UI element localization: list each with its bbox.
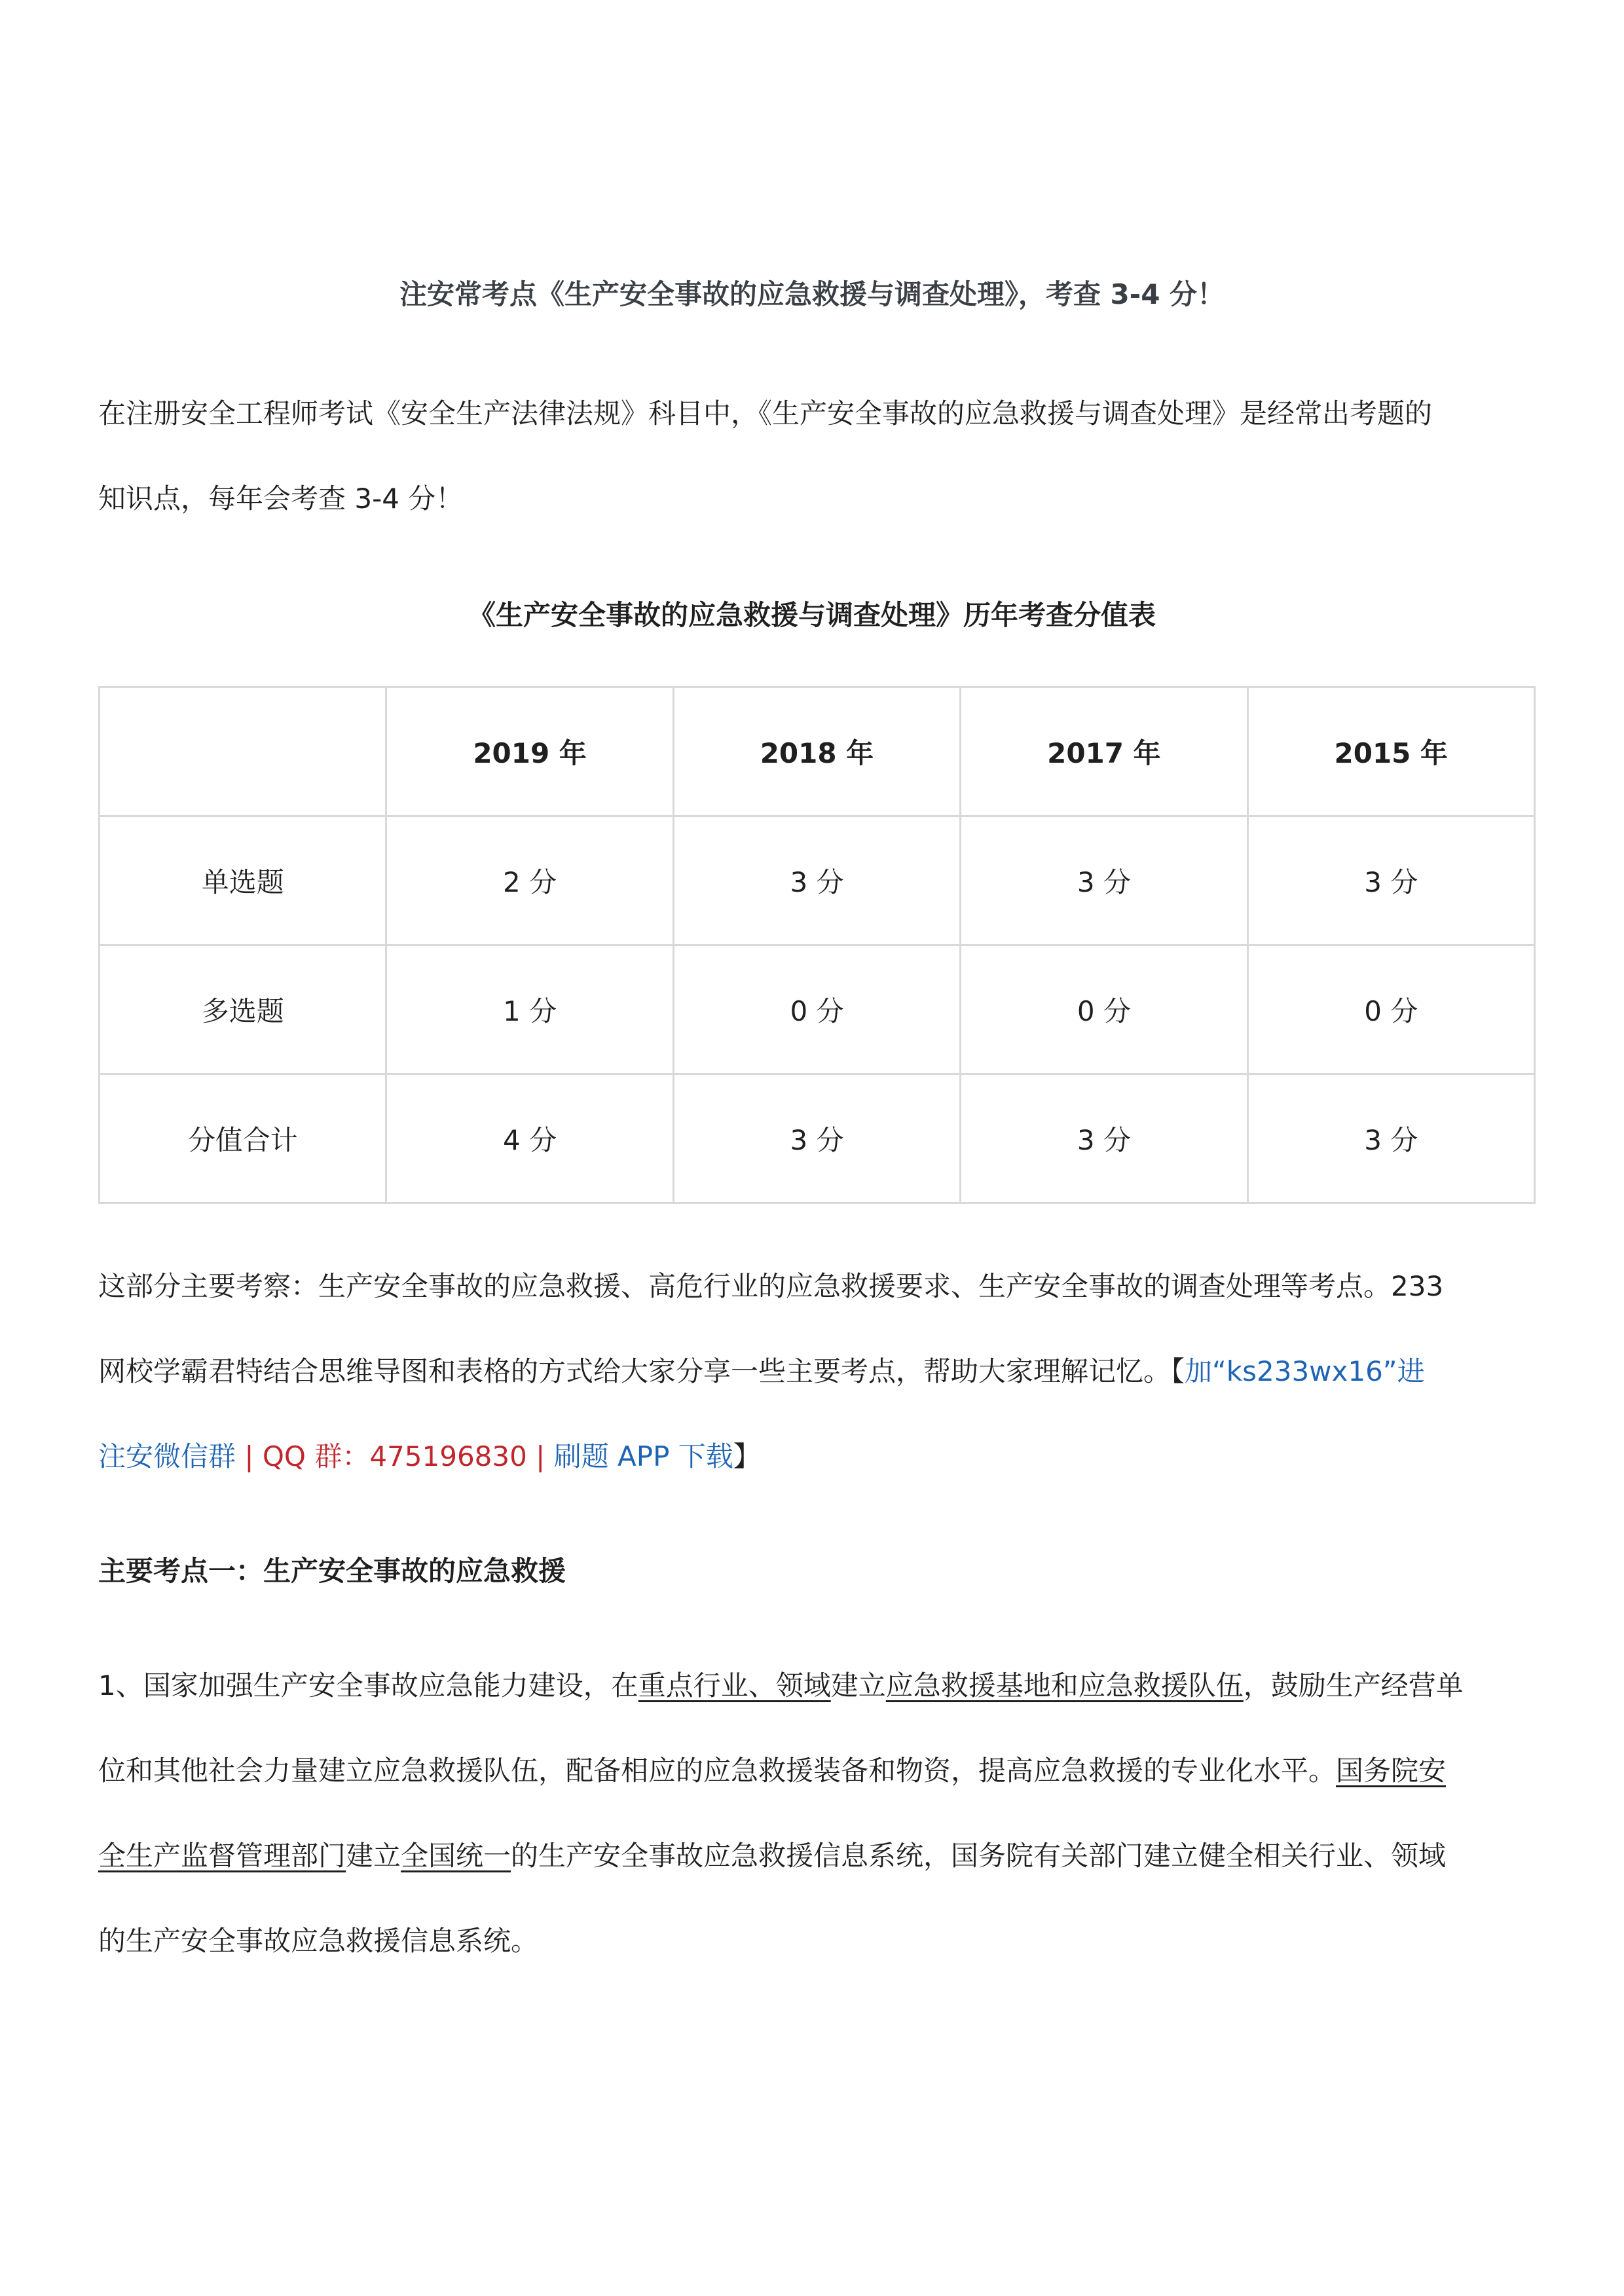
- underlined-text: 全国统一: [401, 1840, 511, 1872]
- section-heading: 主要考点一：生产安全事故的应急救援: [98, 1555, 566, 1587]
- underlined-text: 重点行业、领域: [638, 1669, 831, 1702]
- table-cell: 3 分: [961, 1074, 1247, 1203]
- wechat-group-link[interactable]: 注安微信群: [98, 1440, 236, 1472]
- bracket-open: 【: [1171, 1355, 1185, 1387]
- app-download-link[interactable]: 刷题 APP 下载: [553, 1440, 733, 1472]
- point-1-line-2: [98, 1728, 1532, 1813]
- point-1-line-3: [98, 1813, 1532, 1899]
- table-header-cell: 2018 年: [673, 687, 960, 816]
- summary-line-2: [98, 1329, 1532, 1414]
- table-header-cell: [100, 687, 386, 816]
- table-cell: 0 分: [673, 945, 960, 1074]
- table-header-cell: 2017 年: [961, 687, 1247, 816]
- summary-line-1: 这部分主要考察：生产安全事故的应急救援、高危行业的应急救援要求、生产安全事故的调查处理等考点。233: [98, 1270, 1444, 1302]
- score-table: [98, 686, 1536, 1204]
- point-1-line-4: 的生产安全事故应急救援信息系统。: [98, 1925, 539, 1957]
- table-row: [100, 945, 1535, 1074]
- table-cell: 单选题: [100, 816, 386, 945]
- point-text: ，鼓励生产经营单: [1243, 1669, 1464, 1702]
- table-cell: 分值合计: [100, 1074, 386, 1203]
- summary-line-3: [98, 1414, 1532, 1499]
- point-1-paragraph: [98, 1643, 1532, 1984]
- table-cell: 0 分: [961, 945, 1247, 1074]
- summary-paragraph: [98, 1244, 1532, 1499]
- point-text: 1、国家加强生产安全事故应急能力建设，在: [98, 1669, 638, 1702]
- underlined-text: 应急救援基地和应急救援队伍: [885, 1669, 1244, 1702]
- wechat-link[interactable]: 加“ks233wx16”进: [1185, 1355, 1425, 1387]
- table-cell: 3 分: [673, 1074, 960, 1203]
- summary-text: 网校学霸君特结合思维导图和表格的方式给大家分享一些主要考点，帮助大家理解记忆。: [98, 1355, 1172, 1387]
- point-text: 位和其他社会力量建立应急救援队伍，配备相应的应急救援装备和物资，提高应急救援的专业化水平。: [98, 1755, 1337, 1787]
- table-title: 《生产安全事故的应急救援与调查处理》历年考查分值表: [468, 599, 1156, 631]
- underlined-text: 国务院安: [1336, 1755, 1447, 1787]
- table-cell: 3 分: [1247, 816, 1534, 945]
- point-text: 的生产安全事故应急救援信息系统，国务院有关部门建立健全相关行业、领域: [511, 1840, 1447, 1872]
- table-cell: 多选题: [100, 945, 386, 1074]
- table-row: [100, 816, 1535, 945]
- table-cell: 3 分: [1247, 1074, 1534, 1203]
- table-row: [100, 1074, 1535, 1203]
- table-cell: 1 分: [386, 945, 673, 1074]
- intro-paragraph: [98, 371, 1532, 541]
- table-header-row: [100, 687, 1535, 816]
- table-header-cell: 2019 年: [386, 687, 673, 816]
- table-cell: 3 分: [961, 816, 1247, 945]
- table-cell: 4 分: [386, 1074, 673, 1203]
- underlined-text: 全生产监督管理部门: [98, 1840, 346, 1872]
- point-text: 建立: [830, 1669, 886, 1702]
- intro-line-2: 知识点，每年会考查 3-4 分！: [98, 483, 464, 515]
- table-cell: 3 分: [673, 816, 960, 945]
- page-title: 注安常考点《生产安全事故的应急救援与调查处理》，考查 3-4 分！: [399, 278, 1225, 310]
- point-text: 建立: [346, 1840, 401, 1872]
- bracket-close: 】: [733, 1440, 761, 1472]
- point-1-line-1: [98, 1643, 1532, 1728]
- table-header-cell: 2015 年: [1247, 687, 1534, 816]
- intro-line-1: 在注册安全工程师考试《安全生产法律法规》科目中，《生产安全事故的应急救援与调查处理》是经常出考题的: [98, 397, 1433, 429]
- table-cell: 2 分: [386, 816, 673, 945]
- qq-group-link[interactable]: | QQ 群：475196830 |: [236, 1440, 554, 1472]
- table-cell: 0 分: [1247, 945, 1534, 1074]
